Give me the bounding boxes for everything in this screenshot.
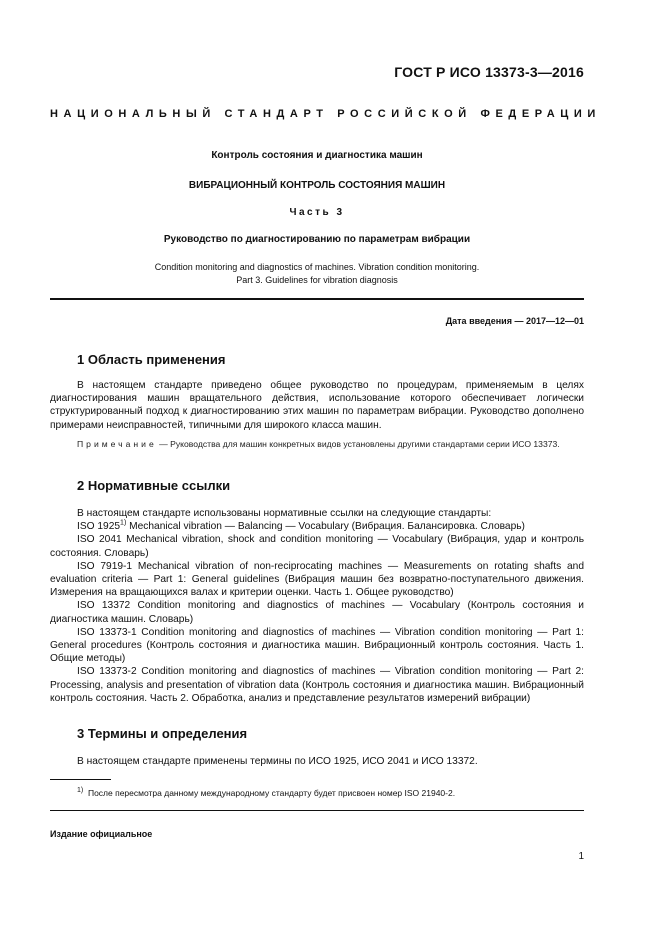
note-label: Примечание: [77, 439, 157, 449]
reference-iso-13372: ISO 13372 Condition monitoring and diagnostics of machines — Vocabulary (Контроль состояния и диагностика машин. Словарь): [50, 600, 584, 625]
page-number: 1: [578, 851, 584, 862]
title-divider: [50, 298, 584, 300]
section-3-heading: 3 Термины и определения: [77, 726, 248, 741]
reference-iso-2041: ISO 2041 Mechanical vibration, shock and condition monitoring — Vocabulary (Вибрация, удар и контроль состояния. Словарь): [50, 534, 584, 559]
section-1-body: [50, 379, 584, 432]
footnote-number: 1): [77, 787, 84, 795]
title-line-2: ВИБРАЦИОННЫЙ КОНТРОЛЬ СОСТОЯНИЯ МАШИН: [188, 180, 446, 191]
section-3-paragraph: В настоящем стандарте применены термины по ИСО 1925, ИСО 2041 и ИСО 13372.: [77, 756, 478, 767]
section-2-heading: 2 Нормативные ссылки: [77, 478, 231, 493]
section-2-body: [50, 507, 584, 705]
edition-label: Издание официальное: [50, 829, 153, 839]
title-part: Часть 3: [289, 207, 345, 218]
note-text: — Руководства для машин конкретных видов установлены другими стандартами серии ИСО 13373.: [156, 439, 560, 449]
national-standard-banner: НАЦИОНАЛЬНЫЙ СТАНДАРТ РОССИЙСКОЙ ФЕДЕРАЦИИ: [50, 108, 601, 120]
reference-iso-13373-1: ISO 13373-1 Condition monitoring and diagnostics of machines — Vibration condition monitoring — Part 1: General procedures (Контроль состояния и диагностика машин. Вибрационный контроль состояния. Часть 1. Общие методы): [50, 626, 584, 665]
section-1-paragraph: В настоящем стандарте приведено общее руководство по процедурам, применяемым в целях диагностирования машин вращательного действия, использование которого обеспечивает логически структурированный подход к диагностированию этих машин по параметрам вибрации. Руководство дополнено примерами неисправностей, типичными для широкого класса машин.: [50, 380, 584, 431]
reference-iso-13373-2: ISO 13373-2 Condition monitoring and diagnostics of machines — Vibration condition monitoring — Part 2: Processing, analysis and presentation of vibration data (Контроль состояния и диагностика машин. Вибрационный контроль состояния. Часть 2. Обработка, анализ и представление результатов измерений вибрации): [50, 666, 584, 704]
reference-iso-7919-1: ISO 7919-1 Mechanical vibration of non-reciprocating machines — Measurements on rotating shafts and evaluation criteria — Part 1: General guidelines (Вибрация машин без возвратно-поступательного движения. Измерения на вращающихся валах и критерии оценки. Часть 1. Общее руководство): [50, 560, 584, 599]
footnote-divider: [50, 779, 111, 780]
title-line-4: Руководство по диагностированию по параметрам вибрации: [163, 234, 471, 245]
introduction-date: Дата введения — 2017—12—01: [445, 316, 584, 326]
footnote-text: После пересмотра данному международному стандарту будет присвоен номер ISO 21940-2.: [87, 788, 456, 798]
footer-divider: [50, 810, 584, 811]
reference-iso-1925: ISO 1925$^{1)}$ Mechanical vibration — Balancing — Vocabulary (Вибрация. Балансировка. Словарь): [77, 519, 525, 533]
footnote-marker: 1): [120, 519, 127, 527]
footnote: [77, 788, 455, 798]
english-title-line-1: Condition monitoring and diagnostics of machines. Vibration condition monitoring.: [154, 262, 480, 272]
section-1-note: [50, 438, 584, 450]
document-number: ГОСТ Р ИСО 13373-3—2016: [394, 64, 584, 80]
section-3-body: [50, 755, 584, 768]
references-intro: В настоящем стандарте использованы нормативные ссылки на следующие стандарты:: [77, 508, 492, 519]
section-1-heading: 1 Область применения: [77, 352, 226, 367]
english-title-line-2: Part 3. Guidelines for vibration diagnosis: [236, 275, 398, 285]
title-line-1: Контроль состояния и диагностика машин: [211, 150, 423, 161]
